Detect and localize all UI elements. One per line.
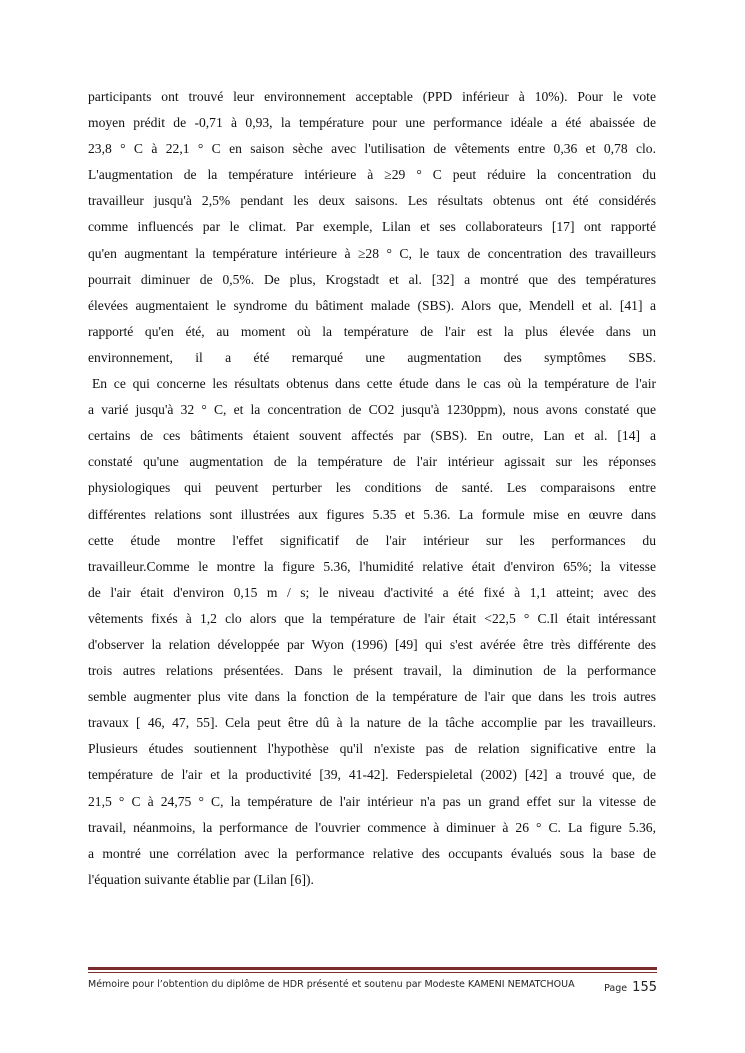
body-line: élevées augmentaient le syndrome du bâtiment malade (SBS). Alors que, Mendell et al. [41] a [88,297,656,313]
body-line: moyen prédit de -0,71 à 0,93, la température pour une performance idéale a été abaissée de [88,115,656,131]
body-line: a varié jusqu'à 32 ° C, et la concentration de CO2 jusqu'à 1230ppm), nous avons constaté que [88,402,656,418]
body-line: travailleur.Comme le montre la figure 5.36, l'humidité relative était d'environ 65%; la vitesse [88,558,656,574]
body-line: constaté qu'une augmentation de la température de l'air intérieur agissait sur les réponses [88,454,656,470]
body-line: Plusieurs études soutiennent l'hypothèse qu'il n'existe pas de relation significative entre la [88,741,656,757]
body-line: 21,5 ° C à 24,75 ° C, la température de l'air intérieur n'a pas un grand effet sur la vitesse de [88,793,656,809]
footer-rule-thin [88,972,657,973]
body-line: trois autres relations présentées. Dans le présent travail, la diminution de la performance [88,663,656,679]
body-line: vêtements fixés à 1,2 clo alors que la température de l'air était <22,5 ° C.Il était intéressant [88,610,656,626]
body-line: En ce qui concerne les résultats obtenus dans cette étude dans le cas où la température de l'air [92,376,656,392]
body-line: comme influencés par le climat. Par exemple, Lilan et ses collaborateurs [17] ont rapporté [88,219,656,235]
body-line: semble augmenter plus vite dans la fonction de la température de l'air que dans les trois autres [88,689,656,705]
body-line: a montré une corrélation avec la performance relative des occupants évalués sous la base de [88,845,656,861]
body-line: différentes relations sont illustrées aux figures 5.35 et 5.36. La formule mise en œuvre dans [88,506,656,522]
body-line: travaux [ 46, 47, 55]. Cela peut être dû à la nature de la tâche accomplie par les travailleurs. [88,715,656,731]
body-line: environnement, il a été remarqué une augmentation des symptômes SBS. [88,349,656,365]
page-label: Page [604,983,628,994]
body-line: température de l'air et la productivité [39, 41-42]. Federspieletal (2002) [42] a trouvé que, de [88,767,656,783]
footer-text: Mémoire pour l’obtention du diplôme de HDR présenté et soutenu par Modeste KAMENI NEMATCHOUA [88,979,575,990]
body-line: physiologiques qui peuvent perturber les conditions de santé. Les comparaisons entre [88,480,656,496]
body-line: L'augmentation de la température intérieure à ≥29 ° C peut réduire la concentration du [88,167,656,183]
body-line: d'observer la relation développée par Wyon (1996) [49] qui s'est avérée être très différente des [88,636,656,652]
body-line: pourrait diminuer de 0,5%. De plus, Krogstadt et al. [32] a montré que des températures [88,271,656,287]
body-line: qu'en augmentant la température intérieure à ≥28 ° C, le taux de concentration des travailleurs [88,245,656,261]
body-line: l'équation suivante établie par (Lilan [6]). [88,871,314,887]
page-number: 155 [632,980,657,995]
body-line: travailleur jusqu'à 2,5% pendant les deux saisons. Les résultats obtenus ont été considérés [88,193,656,209]
body-line: 23,8 ° C à 22,1 ° C en saison sèche avec l'utilisation de vêtements entre 0,36 et 0,78 clo. [88,141,656,157]
footer-rule [88,967,657,970]
page-footer [88,976,657,994]
body-line: cette étude montre l'effet significatif de l'air intérieur sur les performances du [88,532,656,548]
body-line: certains de ces bâtiments étaient souvent affectés par (SBS). En outre, Lan et al. [14] a [88,428,656,444]
page-number-group [604,976,657,995]
body-line: rapporté qu'en été, au moment où la température de l'air est la plus élevée dans un [88,323,656,339]
body-line: de l'air était d'environ 0,15 m / s; le niveau d'activité a été fixé à 1,1 atteint; avec des [88,584,656,600]
body-text [88,84,656,893]
body-line: travail, néanmoins, la performance de l'ouvrier commence à diminuer à 26 ° C. La figure 5.36, [88,819,656,835]
body-line: participants ont trouvé leur environnement acceptable (PPD inférieur à 10%). Pour le vote [88,89,656,104]
